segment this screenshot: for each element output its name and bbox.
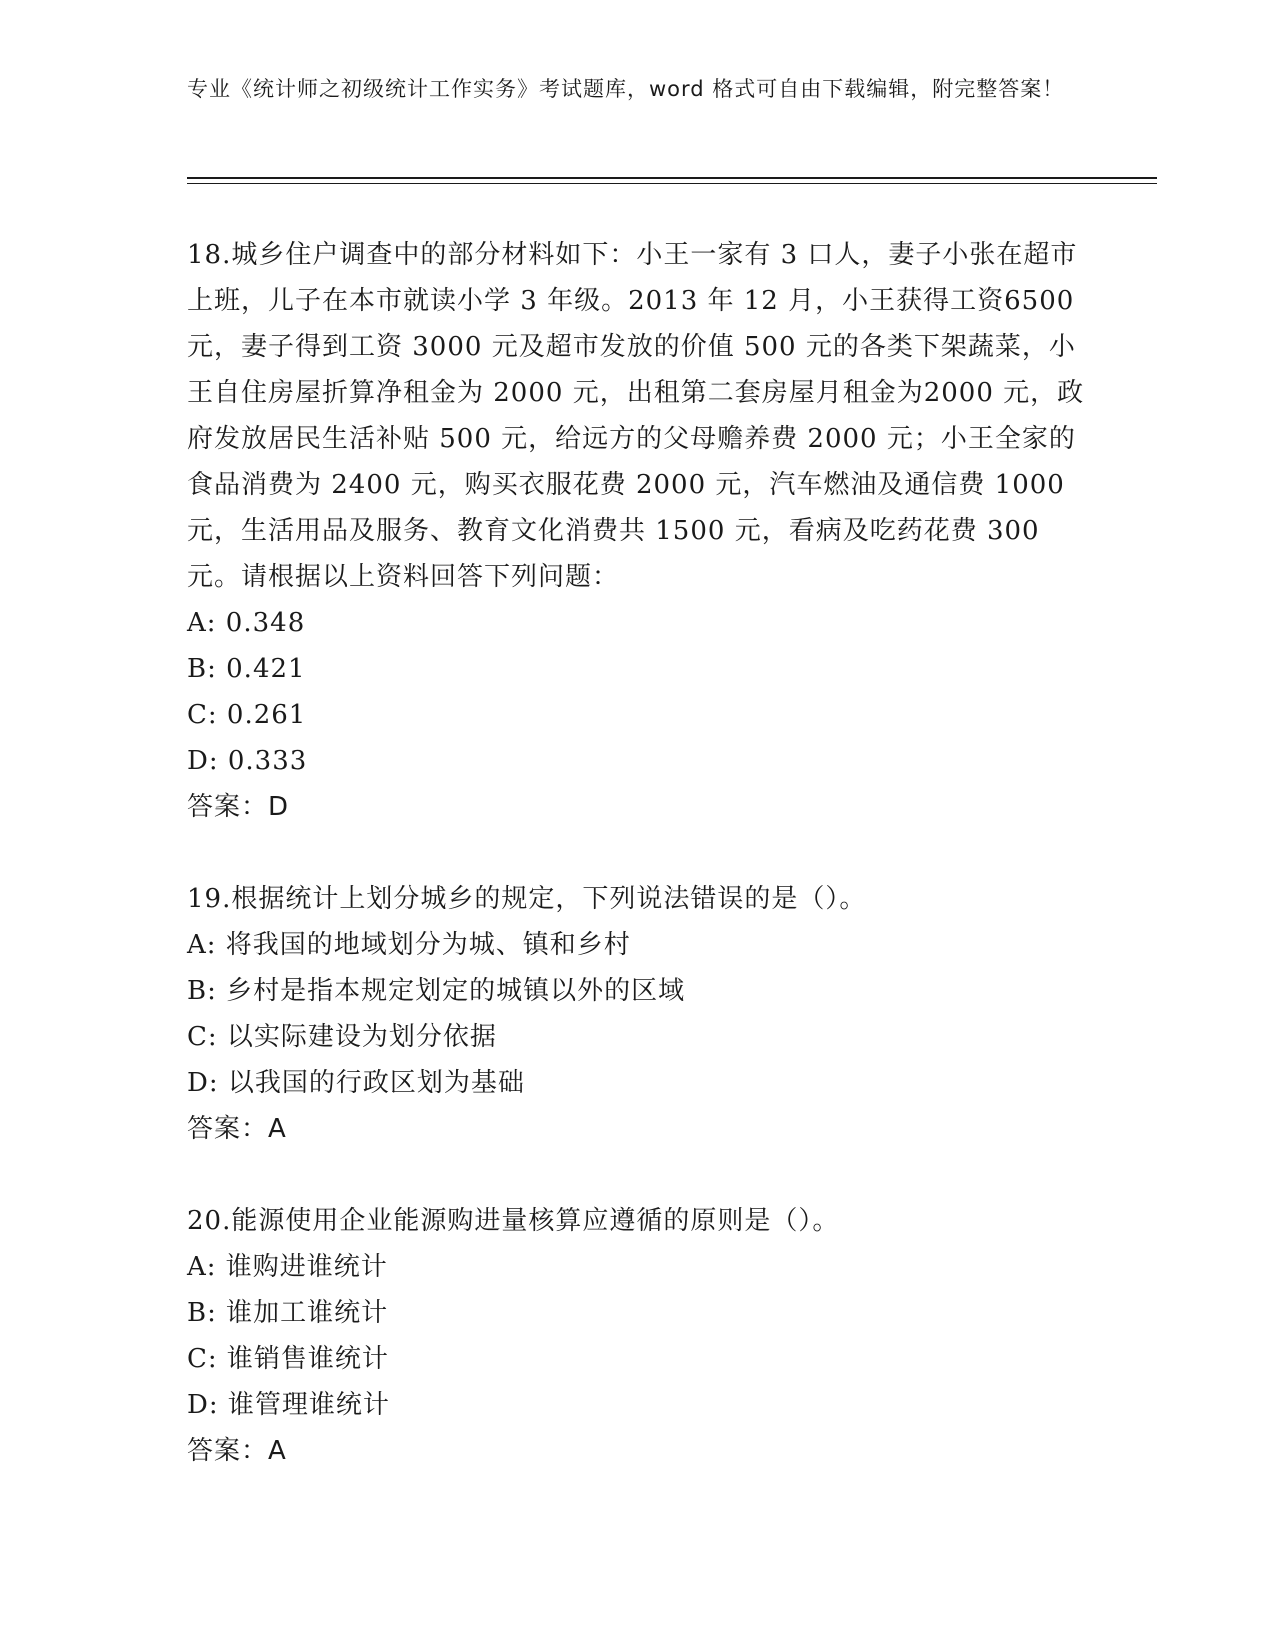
option-a: A: 谁购进谁统计: [187, 1252, 388, 1282]
option-d: D: 以我国的行政区划为基础: [187, 1068, 525, 1098]
header-divider: [187, 177, 1157, 179]
option-b: B: 0.421: [187, 654, 306, 684]
option-d: D: 0.333: [187, 746, 308, 776]
option-a: A: 0.348: [187, 608, 306, 638]
option-b: B: 乡村是指本规定划定的城镇以外的区域: [187, 976, 686, 1006]
question-stem: 19.根据统计上划分城乡的规定，下列说法错误的是（）。: [187, 884, 867, 914]
question-stem: 20.能源使用企业能源购进量核算应遵循的原则是（）。: [187, 1206, 840, 1236]
answer-line: 答案：A: [187, 1114, 287, 1144]
option-b: B: 谁加工谁统计: [187, 1298, 389, 1328]
question-18: [187, 232, 1087, 830]
question-19: [187, 876, 1087, 1152]
question-list: [187, 232, 1087, 1474]
spacer: [187, 830, 1087, 876]
option-c: C: 谁销售谁统计: [187, 1344, 389, 1374]
option-c: C: 0.261: [187, 700, 307, 730]
option-c: C: 以实际建设为划分依据: [187, 1022, 497, 1052]
question-20: [187, 1198, 1087, 1474]
question-stem: 18.城乡住户调查中的部分材料如下：小王一家有 3 口人，妻子小张在超市上班，儿子在本市就读小学 3 年级。2013 年 12 月，小王获得工资6500 元，妻子得到工资 3000 元及超市发放的价值 500 元的各类下架蔬菜，小王自住房屋折算净租金为 2000 元，出租第二套房屋月租金为2000 元，政府发放居民生活补贴 500 元，给远方的父母赡养费 2000 元；小王全家的食品消费为 2400 元，购买衣服花费 2000 元，汽车燃油及通信费 1000 元，生活用品及服务、教育文化消费共 1500 元，看病及吃药花费 300 元。请根据以上资料回答下列问题：: [187, 240, 1085, 592]
header-divider-thin: [187, 183, 1157, 184]
answer-line: 答案：A: [187, 1436, 287, 1466]
document-header: 专业《统计师之初级统计工作实务》考试题库，word 格式可自由下载编辑，附完整答案！: [187, 77, 1065, 101]
option-a: A: 将我国的地域划分为城、镇和乡村: [187, 930, 631, 960]
answer-line: 答案：D: [187, 792, 290, 822]
option-d: D: 谁管理谁统计: [187, 1390, 390, 1420]
spacer: [187, 1152, 1087, 1198]
